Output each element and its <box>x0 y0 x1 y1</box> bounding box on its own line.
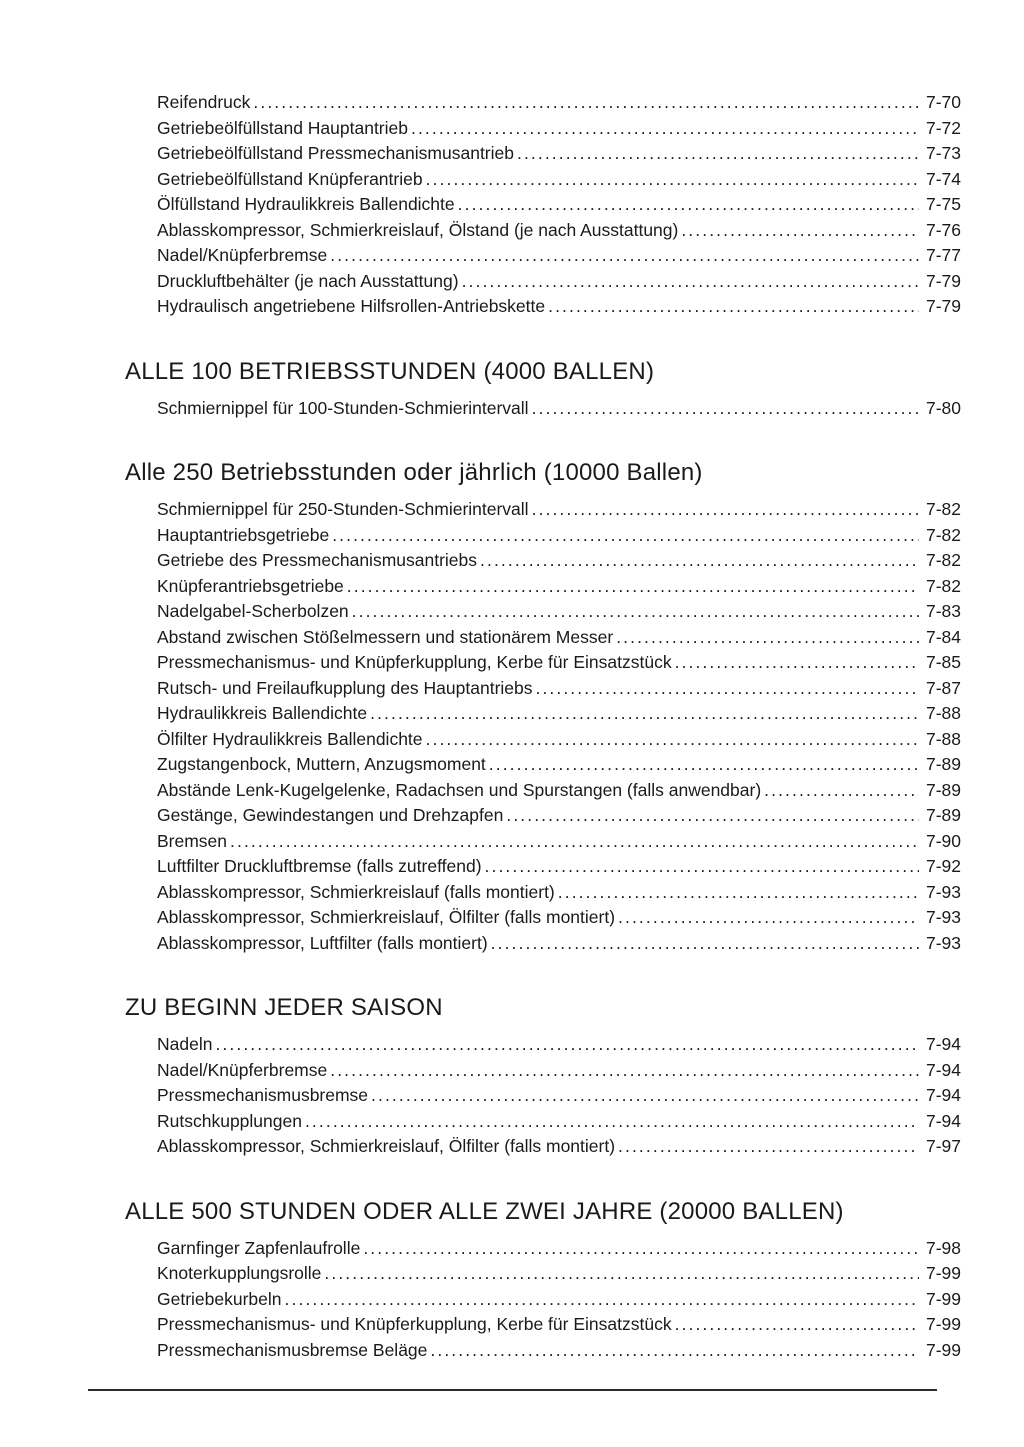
toc-entry <box>157 1134 961 1160</box>
toc-entry-page: 7-79 <box>925 270 961 291</box>
dot-leader-icon <box>370 701 919 727</box>
toc-entry <box>157 701 961 727</box>
toc-entry-label: Hydraulikkreis Ballendichte <box>157 703 368 723</box>
dot-leader-icon <box>285 1287 919 1313</box>
dot-leader-icon <box>506 803 919 829</box>
toc-entry <box>157 676 961 702</box>
toc-entry-page: 7-75 <box>925 194 961 214</box>
toc-entry <box>157 1083 961 1109</box>
toc-entry-page: 7-93 <box>925 907 961 927</box>
toc-entry <box>157 778 961 804</box>
toc-entry-label: Nadeln <box>157 1034 213 1054</box>
toc-entry-page: 7-82 <box>925 575 961 596</box>
dot-leader-icon <box>517 141 919 167</box>
toc-entry-page: 7-97 <box>925 1136 961 1156</box>
toc-entry-label: Ölfilter Hydraulikkreis Ballendichte <box>157 728 423 749</box>
toc-entry-page: 7-82 <box>925 524 961 545</box>
toc-entry-label: Schmiernippel für 250-Stunden-Schmierintervall <box>157 499 529 519</box>
toc-entry-label: Nadel/Knüpferbremse <box>157 245 328 265</box>
toc-entry <box>157 727 961 753</box>
toc-entry-label: Ablasskompressor, Schmierkreislauf, Ölstand (je nach Ausstattung) <box>157 219 679 240</box>
toc-entry-page: 7-94 <box>925 1085 961 1105</box>
toc-entry-label: Pressmechanismus- und Knüpferkupplung, Kerbe für Einsatzstück <box>157 652 672 672</box>
dot-leader-icon <box>426 727 919 753</box>
toc-entry-page: 7-88 <box>925 728 961 749</box>
toc-entry-label: Knüpferantriebsgetriebe <box>157 575 344 596</box>
dot-leader-icon <box>330 1058 919 1084</box>
dot-leader-icon <box>618 905 919 931</box>
toc-entry-label: Knoterkupplungsrolle <box>157 1263 322 1283</box>
toc-entry-page: 7-87 <box>925 677 961 698</box>
toc-entry-page: 7-72 <box>925 117 961 138</box>
toc-entry <box>157 880 961 906</box>
toc-entry-label: Ablasskompressor, Schmierkreislauf, Ölfilter (falls montiert) <box>157 907 616 927</box>
dot-leader-icon <box>411 116 919 142</box>
dot-leader-icon <box>426 167 919 193</box>
dot-leader-icon <box>330 243 919 269</box>
section-heading: ZU BEGINN JEDER SAISON <box>125 994 443 1021</box>
dot-leader-icon <box>485 854 919 880</box>
toc-entry <box>157 599 961 625</box>
dot-leader-icon <box>371 1083 919 1109</box>
toc-entry <box>157 931 961 957</box>
toc-entry <box>157 141 961 167</box>
dot-leader-icon <box>536 676 919 702</box>
toc-entry-label: Getriebeölfüllstand Hauptantrieb <box>157 117 408 138</box>
toc-entry <box>157 854 961 880</box>
toc-entry-page: 7-89 <box>925 805 961 825</box>
toc-entry <box>157 218 961 244</box>
toc-entry-page: 7-73 <box>925 143 961 163</box>
toc-entry <box>157 548 961 574</box>
toc-entry <box>157 1261 961 1287</box>
section-entries <box>125 90 961 320</box>
toc-entry-label: Pressmechanismusbremse <box>157 1085 369 1105</box>
toc-entry-page: 7-94 <box>925 1110 961 1131</box>
toc-entry-page: 7-98 <box>925 1237 961 1258</box>
toc-entry-label: Nadelgabel-Scherbolzen <box>157 601 349 621</box>
toc-entry-label: Abstand zwischen Stößelmessern und stationärem Messer <box>157 626 614 647</box>
dot-leader-icon <box>215 1032 919 1058</box>
section-heading: ALLE 100 BETRIEBSSTUNDEN (4000 BALLEN) <box>125 357 655 385</box>
toc-entry <box>157 1312 961 1338</box>
dot-leader-icon <box>618 1134 919 1160</box>
dot-leader-icon <box>548 294 919 320</box>
toc-entry-page: 7-76 <box>925 219 961 240</box>
toc-entry-label: Ablasskompressor, Schmierkreislauf (falls montiert) <box>157 881 555 902</box>
toc-entry-label: Bremsen <box>157 830 228 851</box>
toc-entry <box>157 574 961 600</box>
toc-entry <box>157 650 961 676</box>
section-entries <box>125 396 961 422</box>
toc-entry-page: 7-79 <box>925 296 961 316</box>
dot-leader-icon <box>675 650 919 676</box>
dot-leader-icon <box>491 931 919 957</box>
dot-leader-icon <box>764 778 919 804</box>
toc-entry-page: 7-74 <box>925 168 961 189</box>
toc-entry-page: 7-90 <box>925 830 961 851</box>
dot-leader-icon <box>532 396 919 422</box>
toc-entry-page: 7-80 <box>925 397 961 418</box>
section-entries <box>125 1236 961 1364</box>
toc-entry <box>157 752 961 778</box>
toc-entry-label: Ablasskompressor, Schmierkreislauf, Ölfilter (falls montiert) <box>157 1136 616 1156</box>
toc-entry <box>157 269 961 295</box>
toc-section <box>125 994 961 1160</box>
toc-entry-label: Reifendruck <box>157 92 251 112</box>
toc-entry-label: Getriebeölfüllstand Pressmechanismusantrieb <box>157 143 514 163</box>
dot-leader-icon <box>324 1261 919 1287</box>
toc-entry-page: 7-82 <box>925 550 961 570</box>
toc-entry <box>157 1109 961 1135</box>
toc-entry-label: Ölfüllstand Hydraulikkreis Ballendichte <box>157 194 455 214</box>
toc-entry <box>157 90 961 116</box>
toc-entry-label: Getriebeölfüllstand Knüpferantrieb <box>157 168 423 189</box>
footer-divider <box>88 1389 937 1391</box>
toc-entry-page: 7-88 <box>925 703 961 723</box>
dot-leader-icon <box>681 218 919 244</box>
toc-entry-label: Getriebe des Pressmechanismusantriebs <box>157 550 478 570</box>
dot-leader-icon <box>347 574 919 600</box>
toc-entry-page: 7-84 <box>925 626 961 647</box>
dot-leader-icon <box>480 548 919 574</box>
toc-entry <box>157 1236 961 1262</box>
toc-entry-page: 7-82 <box>925 499 961 519</box>
dot-leader-icon <box>253 90 919 116</box>
toc-entry-label: Rutschkupplungen <box>157 1110 302 1131</box>
dot-leader-icon <box>332 523 919 549</box>
toc-entry-page: 7-77 <box>925 245 961 265</box>
dot-leader-icon <box>305 1109 919 1135</box>
toc-entry <box>157 497 961 523</box>
section-entries <box>125 497 961 956</box>
toc-entry-page: 7-92 <box>925 856 961 876</box>
dot-leader-icon <box>462 269 919 295</box>
toc-entry <box>157 829 961 855</box>
toc-section <box>125 358 961 422</box>
toc-entry <box>157 905 961 931</box>
toc-entry-label: Druckluftbehälter (je nach Ausstattung) <box>157 270 459 291</box>
toc-entry-label: Hydraulisch angetriebene Hilfsrollen-Antriebskette <box>157 296 546 316</box>
toc-entry-label: Hauptantriebsgetriebe <box>157 524 330 545</box>
section-entries <box>125 1032 961 1160</box>
toc-entry-page: 7-83 <box>925 601 961 621</box>
toc-entry-page: 7-99 <box>925 1288 961 1309</box>
toc-entry-label: Garnfinger Zapfenlaufrolle <box>157 1237 361 1258</box>
toc-entry <box>157 625 961 651</box>
toc-section <box>125 459 961 956</box>
toc-entry <box>157 523 961 549</box>
toc-sections <box>125 90 961 1363</box>
toc-entry <box>157 167 961 193</box>
dot-leader-icon <box>230 829 919 855</box>
dot-leader-icon <box>489 752 919 778</box>
toc-entry <box>157 1287 961 1313</box>
toc-entry-label: Ablasskompressor, Luftfilter (falls montiert) <box>157 932 488 953</box>
toc-entry <box>157 116 961 142</box>
dot-leader-icon <box>532 497 919 523</box>
toc-entry <box>157 294 961 320</box>
toc-entry-page: 7-94 <box>925 1059 961 1080</box>
dot-leader-icon <box>458 192 919 218</box>
section-heading: Alle 250 Betriebsstunden oder jährlich (10000 Ballen) <box>125 459 703 486</box>
toc-entry-page: 7-85 <box>925 652 961 672</box>
toc-entry-label: Rutsch- und Freilaufkupplung des Hauptantriebs <box>157 677 533 698</box>
toc-entry-page: 7-99 <box>925 1263 961 1283</box>
toc-entry-page: 7-89 <box>925 779 961 800</box>
toc-entry-page: 7-93 <box>925 932 961 953</box>
toc-entry-label: Abstände Lenk-Kugelgelenke, Radachsen und Spurstangen (falls anwendbar) <box>157 779 762 800</box>
dot-leader-icon <box>558 880 919 906</box>
dot-leader-icon <box>352 599 919 625</box>
dot-leader-icon <box>675 1312 919 1338</box>
toc-entry-label: Luftfilter Druckluftbremse (falls zutreffend) <box>157 856 482 876</box>
toc-entry-page: 7-99 <box>925 1339 961 1360</box>
toc-entry <box>157 1058 961 1084</box>
toc-section <box>125 1198 961 1364</box>
toc-entry-label: Zugstangenbock, Muttern, Anzugsmoment <box>157 754 486 774</box>
dot-leader-icon <box>363 1236 919 1262</box>
toc-entry-page: 7-70 <box>925 92 961 112</box>
toc-entry <box>157 1032 961 1058</box>
toc-entry-page: 7-89 <box>925 754 961 774</box>
section-heading: ALLE 500 STUNDEN ODER ALLE ZWEI JAHRE (20000 BALLEN) <box>125 1197 844 1225</box>
toc-entry-label: Schmiernippel für 100-Stunden-Schmierintervall <box>157 397 529 418</box>
toc-entry <box>157 396 961 422</box>
toc-entry-page: 7-94 <box>925 1034 961 1054</box>
toc-entry <box>157 1338 961 1364</box>
toc-entry <box>157 243 961 269</box>
toc-entry-label: Pressmechanismus- und Knüpferkupplung, Kerbe für Einsatzstück <box>157 1314 672 1334</box>
toc-entry <box>157 803 961 829</box>
dot-leader-icon <box>430 1338 919 1364</box>
toc-entry-label: Getriebekurbeln <box>157 1288 282 1309</box>
toc-entry-label: Pressmechanismusbremse Beläge <box>157 1339 428 1360</box>
toc-entry-label: Nadel/Knüpferbremse <box>157 1059 328 1080</box>
toc-entry-page: 7-99 <box>925 1314 961 1334</box>
toc-entry <box>157 192 961 218</box>
toc-entry-page: 7-93 <box>925 881 961 902</box>
dot-leader-icon <box>616 625 919 651</box>
toc-section <box>125 90 961 320</box>
toc-entry-label: Gestänge, Gewindestangen und Drehzapfen <box>157 805 504 825</box>
